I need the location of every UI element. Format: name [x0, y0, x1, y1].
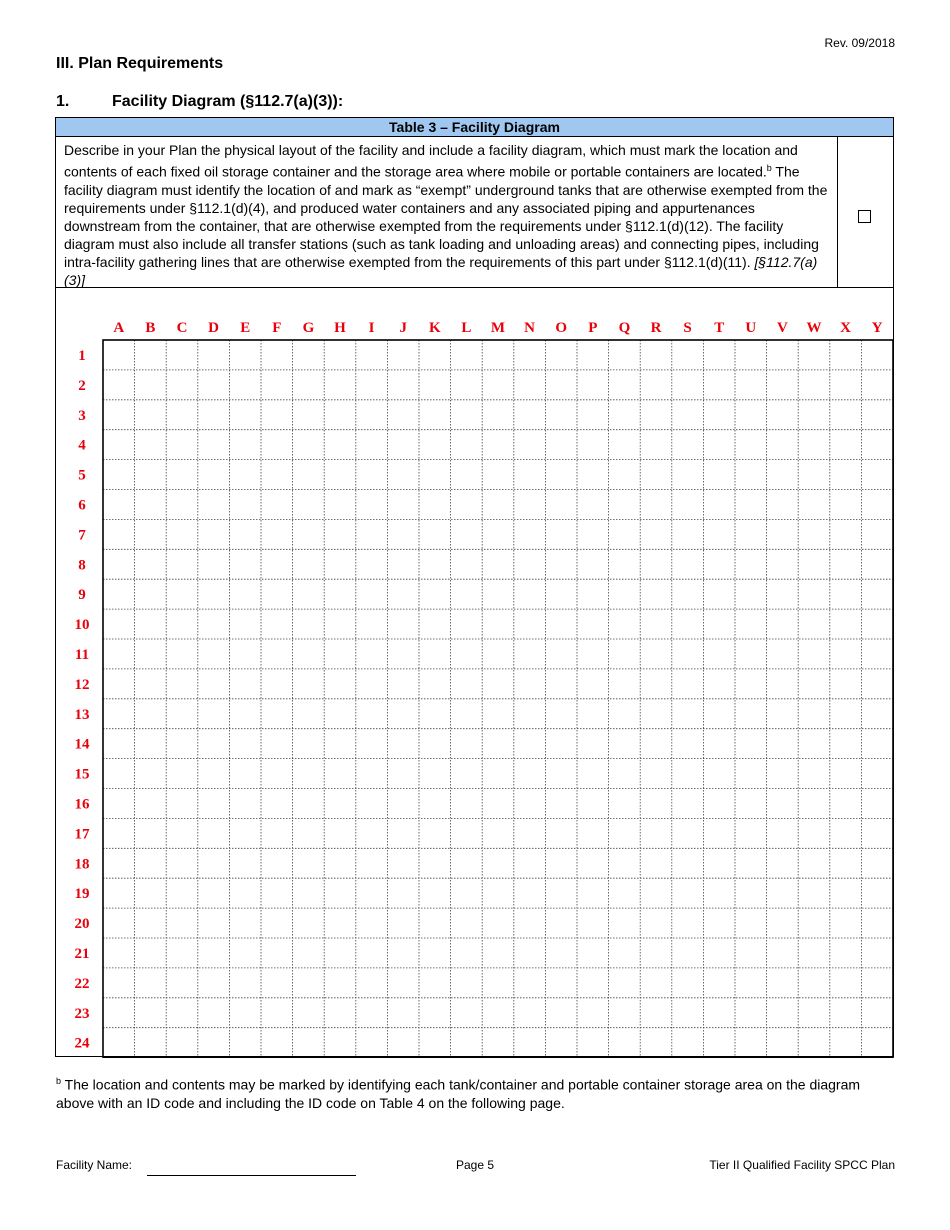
revision-label: Rev. 09/2018: [824, 36, 895, 50]
column-label-D: D: [208, 320, 220, 336]
section-title: III. Plan Requirements: [56, 55, 224, 72]
column-label-S: S: [683, 320, 692, 336]
page-number: Page 5: [456, 1158, 495, 1172]
column-label-R: R: [650, 320, 662, 336]
row-label-15: 15: [74, 766, 90, 783]
column-label-G: G: [302, 320, 315, 336]
row-label-1: 1: [78, 347, 86, 364]
column-label-C: C: [176, 320, 188, 336]
row-label-12: 12: [74, 676, 90, 693]
column-label-H: H: [334, 320, 346, 336]
facility-diagram-table: [55, 117, 894, 1057]
row-label-9: 9: [78, 587, 86, 604]
column-label-T: T: [714, 320, 725, 336]
column-label-I: I: [368, 320, 375, 336]
row-label-2: 2: [78, 377, 86, 394]
row-label-10: 10: [74, 617, 90, 634]
column-label-J: J: [399, 320, 407, 336]
column-label-X: X: [840, 320, 852, 336]
row-label-18: 18: [74, 856, 90, 873]
column-label-P: P: [588, 320, 598, 336]
row-label-3: 3: [78, 407, 86, 424]
column-label-V: V: [776, 320, 788, 336]
column-label-W: W: [806, 320, 822, 336]
plan-title: Tier II Qualified Facility SPCC Plan: [709, 1158, 895, 1172]
table-title: Table 3 – Facility Diagram: [56, 118, 893, 137]
facility-grid[interactable]: [56, 118, 895, 1058]
row-label-23: 23: [74, 1005, 90, 1022]
column-label-N: N: [524, 320, 536, 336]
citation: [§112.7(a)(3)]: [64, 253, 818, 288]
item-title: Facility Diagram (§112.7(a)(3)):: [112, 93, 344, 110]
row-label-11: 11: [74, 646, 90, 663]
footnote-ref: b: [766, 163, 772, 173]
footnote-marker: b: [56, 1076, 62, 1086]
column-label-L: L: [461, 320, 472, 336]
column-label-M: M: [490, 320, 506, 336]
row-label-7: 7: [78, 527, 86, 544]
description-main: Describe in your Plan the physical layout of the facility and include a facility diagram, which must mark the location and contents of each fixed oil storage container and the storage area where mobile or portable containers are located.: [64, 142, 798, 180]
column-label-Q: Q: [618, 320, 631, 336]
column-label-O: O: [555, 320, 568, 336]
footnote: [56, 1072, 896, 1112]
footnote-text: The location and contents may be marked by identifying each tank/container and portable container storage area on the diagram above with an ID code and including the ID code on Table 4 on the following page.: [56, 1076, 861, 1111]
item-heading: [56, 93, 343, 111]
row-label-5: 5: [78, 467, 86, 484]
row-label-13: 13: [74, 706, 90, 723]
column-label-A: A: [113, 320, 125, 336]
row-label-22: 22: [74, 975, 90, 992]
facility-name-label: Facility Name:: [56, 1158, 133, 1172]
row-label-4: 4: [78, 437, 86, 454]
row-label-21: 21: [74, 945, 90, 962]
row-label-20: 20: [74, 916, 90, 933]
column-label-B: B: [145, 320, 156, 336]
description-rest: The facility diagram must identify the location of and mark as “exempt” underground tanks that are otherwise exempted from the requirements under §112.1(d)(4), and produced water containers and any associated piping and appurtenances downstream from the container, that are otherwise exempted from the requirements under §112.1(d)(12). The facility diagram must also include all transfer stations (such as tank loading and unloading areas) and connecting pipes, including intra-facility gathering lines that are otherwise exempted from the requirements of this part under §112.1(d)(11).: [64, 163, 828, 270]
column-label-F: F: [272, 320, 282, 336]
facility-name-field[interactable]: [147, 1175, 356, 1176]
row-label-8: 8: [78, 557, 86, 574]
row-label-19: 19: [74, 886, 90, 903]
row-label-24: 24: [74, 1035, 90, 1052]
row-label-17: 17: [74, 826, 90, 843]
row-label-16: 16: [74, 796, 90, 813]
column-label-K: K: [428, 320, 441, 336]
column-label-E: E: [240, 320, 251, 336]
item-number: 1.: [56, 93, 70, 110]
row-label-6: 6: [78, 497, 86, 514]
column-label-Y: Y: [871, 320, 883, 336]
column-label-U: U: [745, 320, 757, 336]
row-label-14: 14: [74, 736, 90, 753]
